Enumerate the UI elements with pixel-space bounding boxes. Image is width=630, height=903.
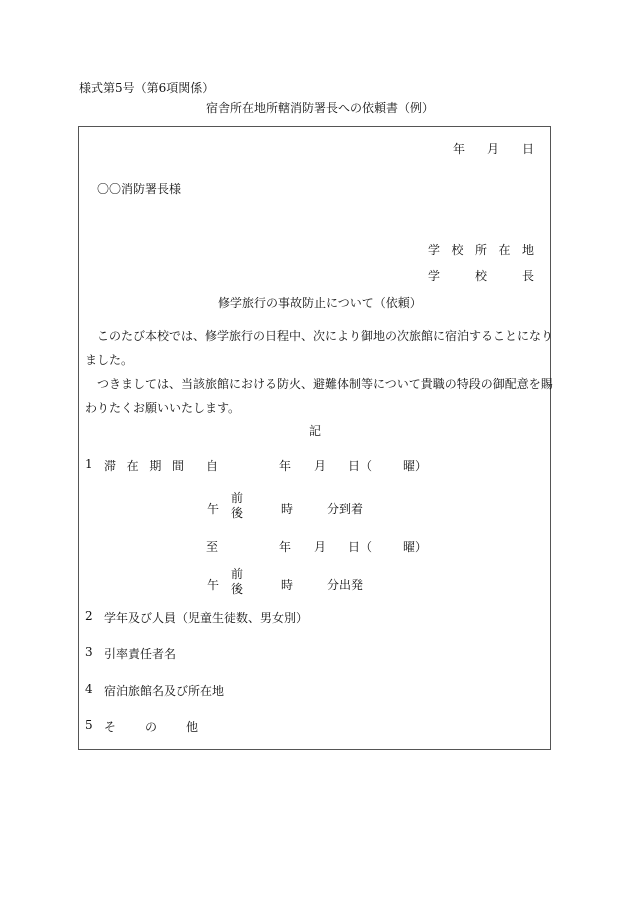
departure-noon: 午 xyxy=(207,578,220,592)
char: 校 xyxy=(451,243,464,257)
item3-number: 3 xyxy=(85,645,93,659)
body-para2-line1: つきましては、当該旅館における防火、避難体制等について貴職の特段の御配意を賜 xyxy=(97,377,553,391)
char: の xyxy=(144,720,157,734)
char: 滞 xyxy=(104,459,117,473)
body-para1-line1: このたび本校では、修学旅行の日程中、次により御地の次旅館に宿泊することになり xyxy=(97,329,554,343)
principal-label xyxy=(428,267,534,284)
am-label: 前 xyxy=(231,567,244,581)
form-number: 様式第5号（第6項関係） xyxy=(79,81,215,95)
to-weekday: 曜） xyxy=(403,540,428,554)
char: 地 xyxy=(521,243,534,257)
body-para1-line2: ました。 xyxy=(85,353,134,367)
to-year: 年 xyxy=(279,540,292,554)
arrival-hour: 時 xyxy=(281,502,294,516)
item5-label xyxy=(104,718,198,735)
arrival-minute: 分到着 xyxy=(327,502,364,516)
item3-label: 引率責任者名 xyxy=(104,647,177,661)
item2-label: 学年及び人員（児童生徒数、男女別） xyxy=(104,611,309,625)
char: 他 xyxy=(185,720,198,734)
item1-label xyxy=(104,457,184,474)
departure-ampm xyxy=(231,567,243,597)
item5-number: 5 xyxy=(85,718,93,732)
from-month: 月 xyxy=(314,459,327,473)
date-day: 日 xyxy=(522,142,535,156)
char: 間 xyxy=(171,459,184,473)
char: そ xyxy=(104,720,117,734)
subject: 修学旅行の事故防止について（依頼） xyxy=(218,296,422,310)
date-year: 年 xyxy=(453,142,466,156)
char: 所 xyxy=(474,243,487,257)
am-label: 前 xyxy=(231,491,244,505)
document-title: 宿舎所在地所轄消防署長への依頼書（例） xyxy=(206,101,435,115)
pm-label: 後 xyxy=(231,582,244,596)
arrival-noon: 午 xyxy=(207,502,220,516)
char: 学 xyxy=(428,269,441,283)
to-month: 月 xyxy=(314,540,327,554)
item4-label: 宿泊旅館名及び所在地 xyxy=(104,684,225,698)
item2-number: 2 xyxy=(85,609,93,623)
char: 長 xyxy=(521,269,534,283)
to-day: 日（ xyxy=(348,540,373,554)
char: 期 xyxy=(149,459,162,473)
char: 在 xyxy=(126,459,139,473)
ki-heading: 記 xyxy=(309,424,322,438)
char: 在 xyxy=(498,243,511,257)
char: 学 xyxy=(428,243,441,257)
pm-label: 後 xyxy=(231,506,244,520)
char: 校 xyxy=(474,269,487,283)
school-address-label xyxy=(428,241,534,258)
body-para2-line2: わりたくお願いいたします。 xyxy=(85,401,241,415)
item1-number: 1 xyxy=(85,457,93,471)
arrival-ampm xyxy=(231,491,243,521)
date-month: 月 xyxy=(487,142,500,156)
departure-minute: 分出発 xyxy=(327,578,364,592)
to-prefix: 至 xyxy=(206,540,219,554)
from-prefix: 自 xyxy=(206,459,219,473)
addressee: 〇〇消防署長様 xyxy=(97,182,182,196)
item4-number: 4 xyxy=(85,682,93,696)
departure-hour: 時 xyxy=(281,578,294,592)
from-day: 日（ xyxy=(348,459,373,473)
from-year: 年 xyxy=(279,459,292,473)
from-weekday: 曜） xyxy=(403,459,428,473)
